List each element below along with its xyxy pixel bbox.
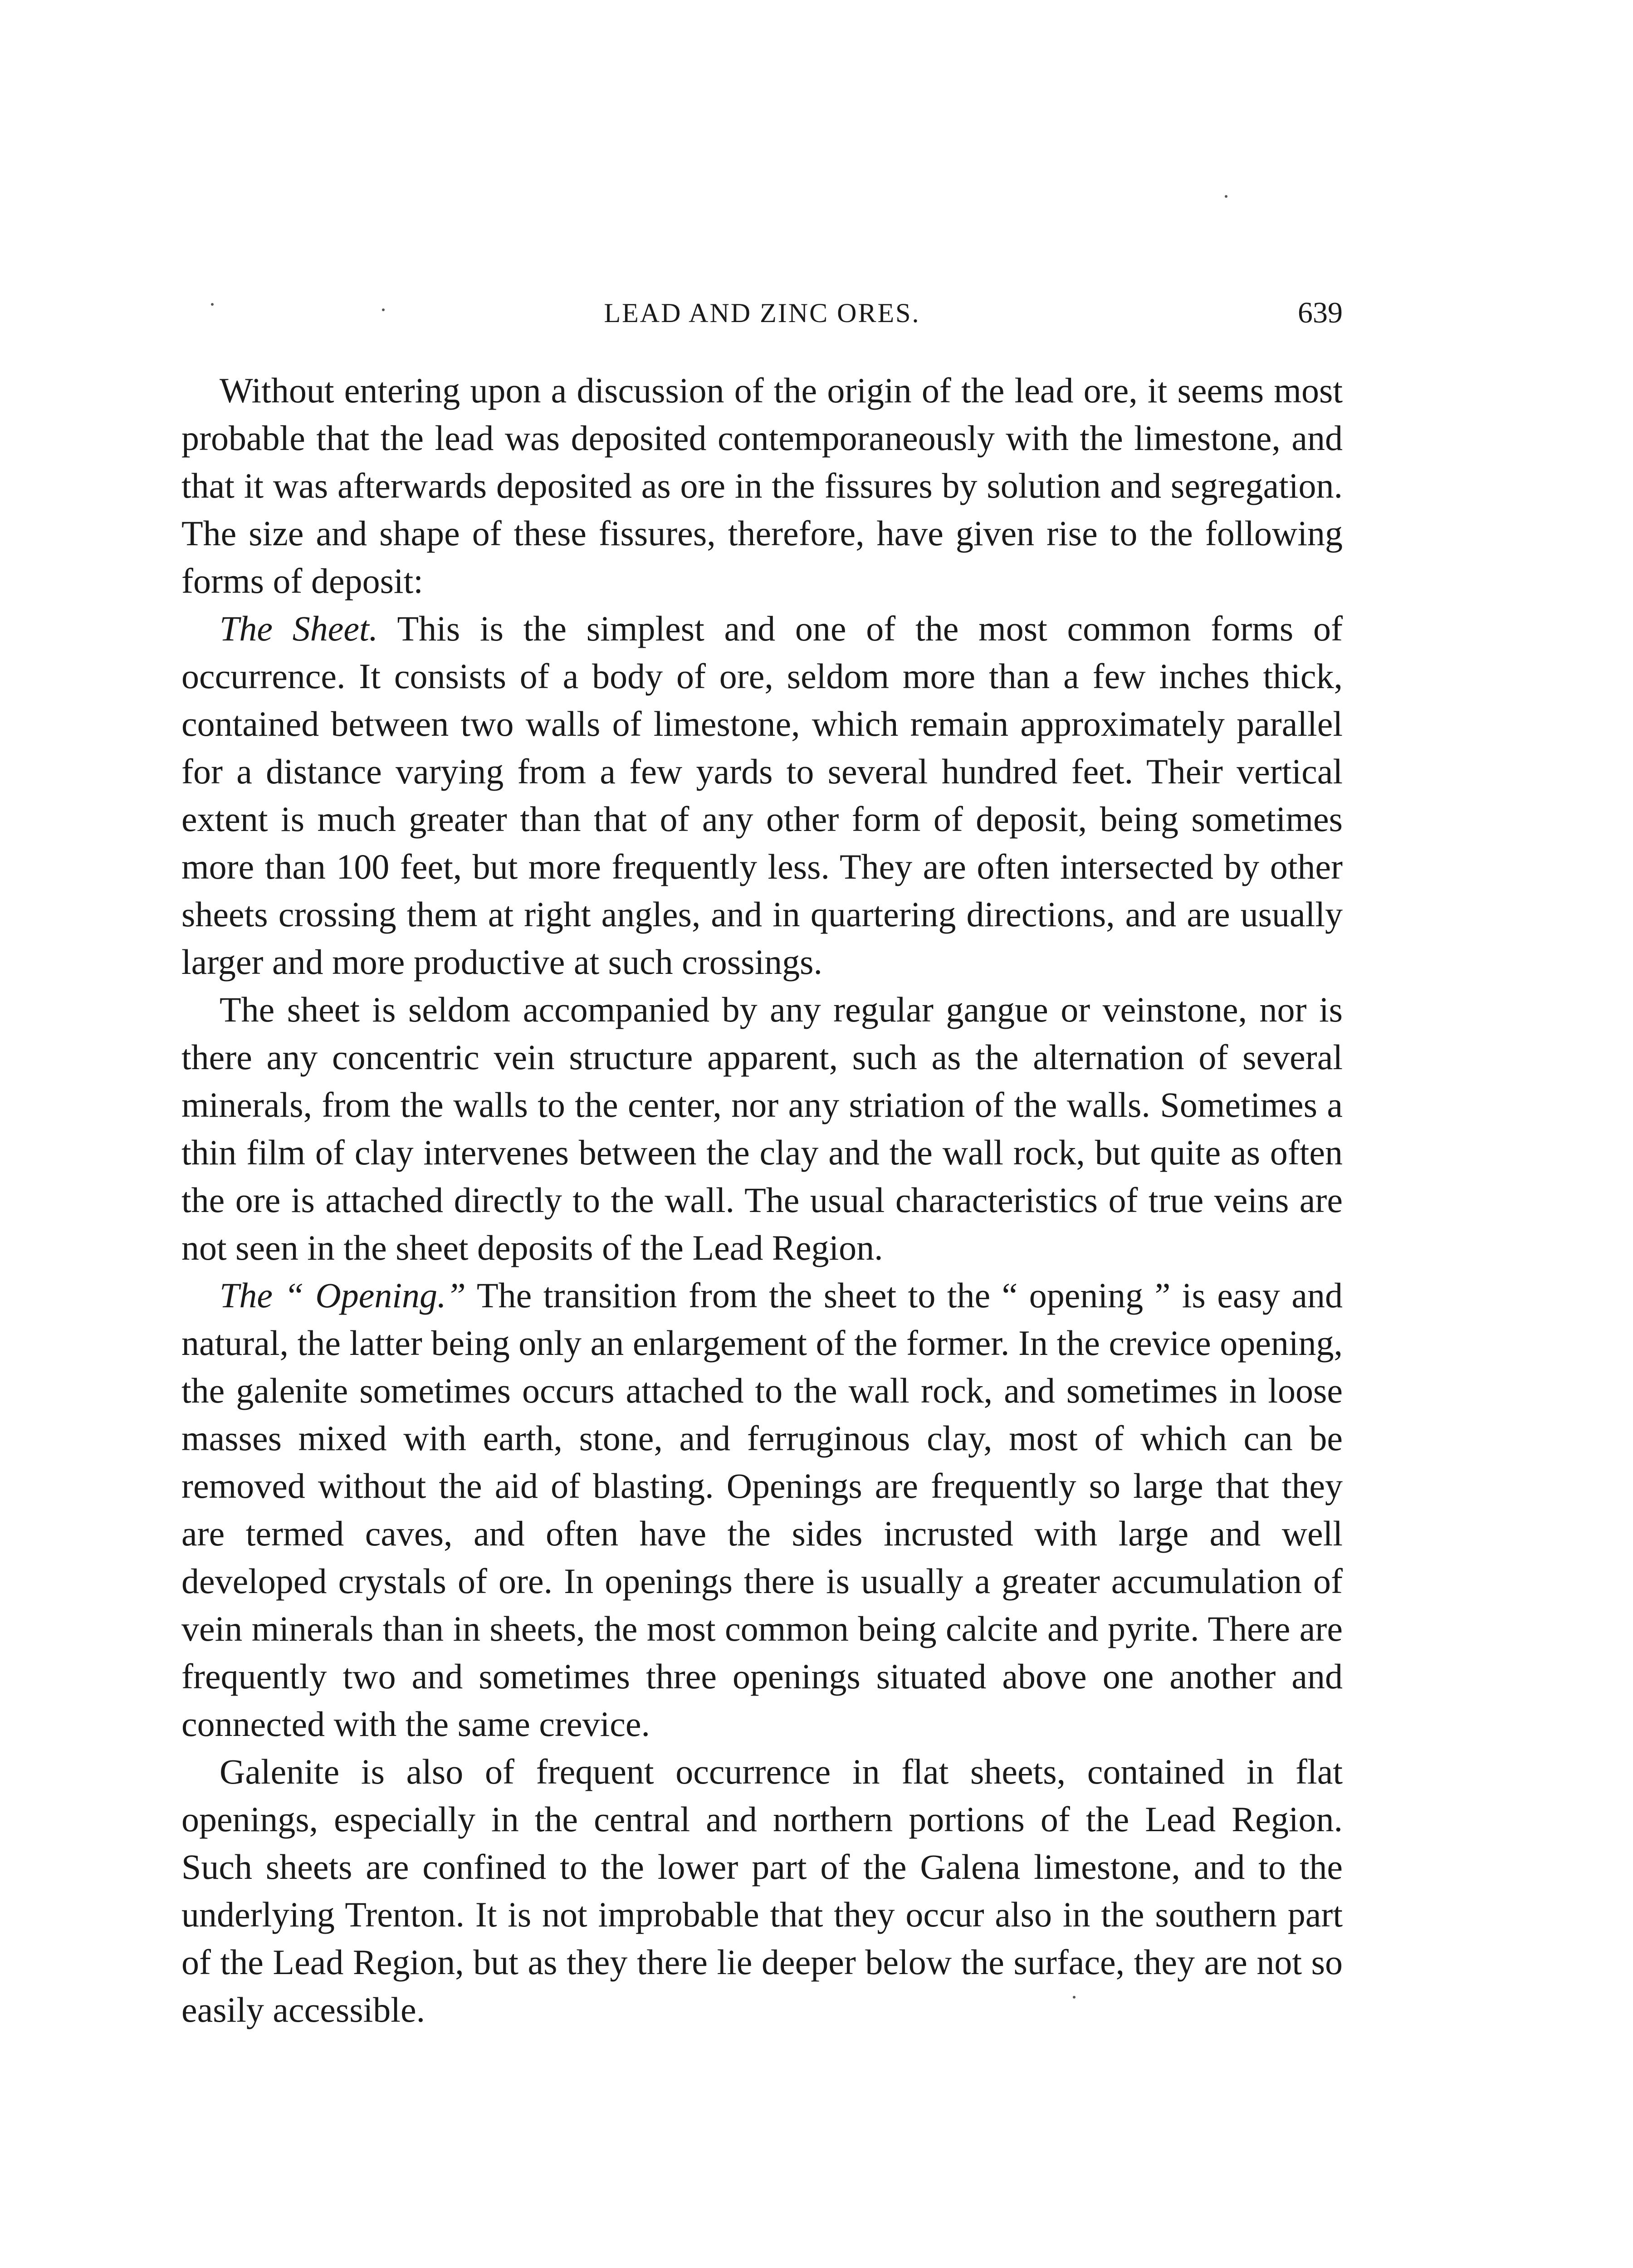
print-speck [211, 303, 214, 306]
paragraph-sheet-gangue [181, 986, 1343, 1271]
paragraph-text: Without entering upon a discussion of the origin of the lead ore, it seems most probable that the lead was deposited contemporaneously with the limestone, and that it was afterwards deposited as ore in the fissures by solution and segregation. The size and shape of these fissures, therefore, have given rise to the following forms of deposit: [181, 371, 1343, 601]
paragraph-text: This is the simplest and one of the most common forms of occurrence. It consists of a body of ore, seldom more than a few inches thick, contained between two walls of limestone, which remain approximately parallel for a distance varying from a few yards to several hundred feet. Their vertical extent is much greater than that of any other form of deposit, being sometimes more than 100 feet, but more frequently less. They are often intersected by other sheets crossing them at right angles, and in quartering directions, and are usually larger and more productive at such crossings. [181, 609, 1343, 982]
paragraph-text: The transition from the sheet to the “ opening ” is easy and natural, the latter being only an enlargement of the former. In the crevice opening, the galenite sometimes occurs attached to the wall rock, and sometimes in loose masses mixed with earth, stone, and ferruginous clay, most of which can be removed without the aid of blasting. Openings are frequently so large that they are termed caves, and often have the sides incrusted with large and well developed crystals of ore. In openings there is usually a greater accumulation of vein minerals than in sheets, the most common being calcite and pyrite. There are frequently two and sometimes three openings situated above one another and connected with the same crevice. [181, 1276, 1343, 1744]
section-heading-the-sheet: The Sheet. [220, 609, 378, 648]
paragraph-origin [181, 367, 1343, 605]
print-speck [382, 308, 385, 311]
paragraph-text: The sheet is seldom accompanied by any regular gangue or veinstone, nor is there any concentric vein structure apparent, such as the alternation of several minerals, from the walls to the center, nor any striation of the walls. Sometimes a thin film of clay intervenes between the clay and the wall rock, but quite as often the ore is attached directly to the wall. The usual characteristics of true veins are not seen in the sheet deposits of the Lead Region. [181, 990, 1343, 1267]
print-speck [1225, 195, 1227, 198]
page-number: 639 [1298, 296, 1343, 329]
paragraph-the-sheet [181, 605, 1343, 986]
running-head [181, 290, 1343, 336]
paragraph-flat-sheets [181, 1748, 1343, 2033]
paragraph-the-opening [181, 1271, 1343, 1748]
paragraph-text: Galenite is also of frequent occurrence in flat sheets, contained in flat openings, especially in the central and northern portions of the Lead Region. Such sheets are confined to the lower part of the Galena limestone, and to the underlying Trenton. It is not improbable that they occur also in the southern part of the Lead Region, but as they there lie deeper below the surface, they are not so easily accessible. [181, 1752, 1343, 2029]
body-text [181, 367, 1343, 2033]
section-heading-the-opening: The “ Opening.” [220, 1276, 466, 1315]
running-title: LEAD AND ZINC ORES. [604, 298, 920, 328]
print-speck [1073, 1996, 1076, 1999]
